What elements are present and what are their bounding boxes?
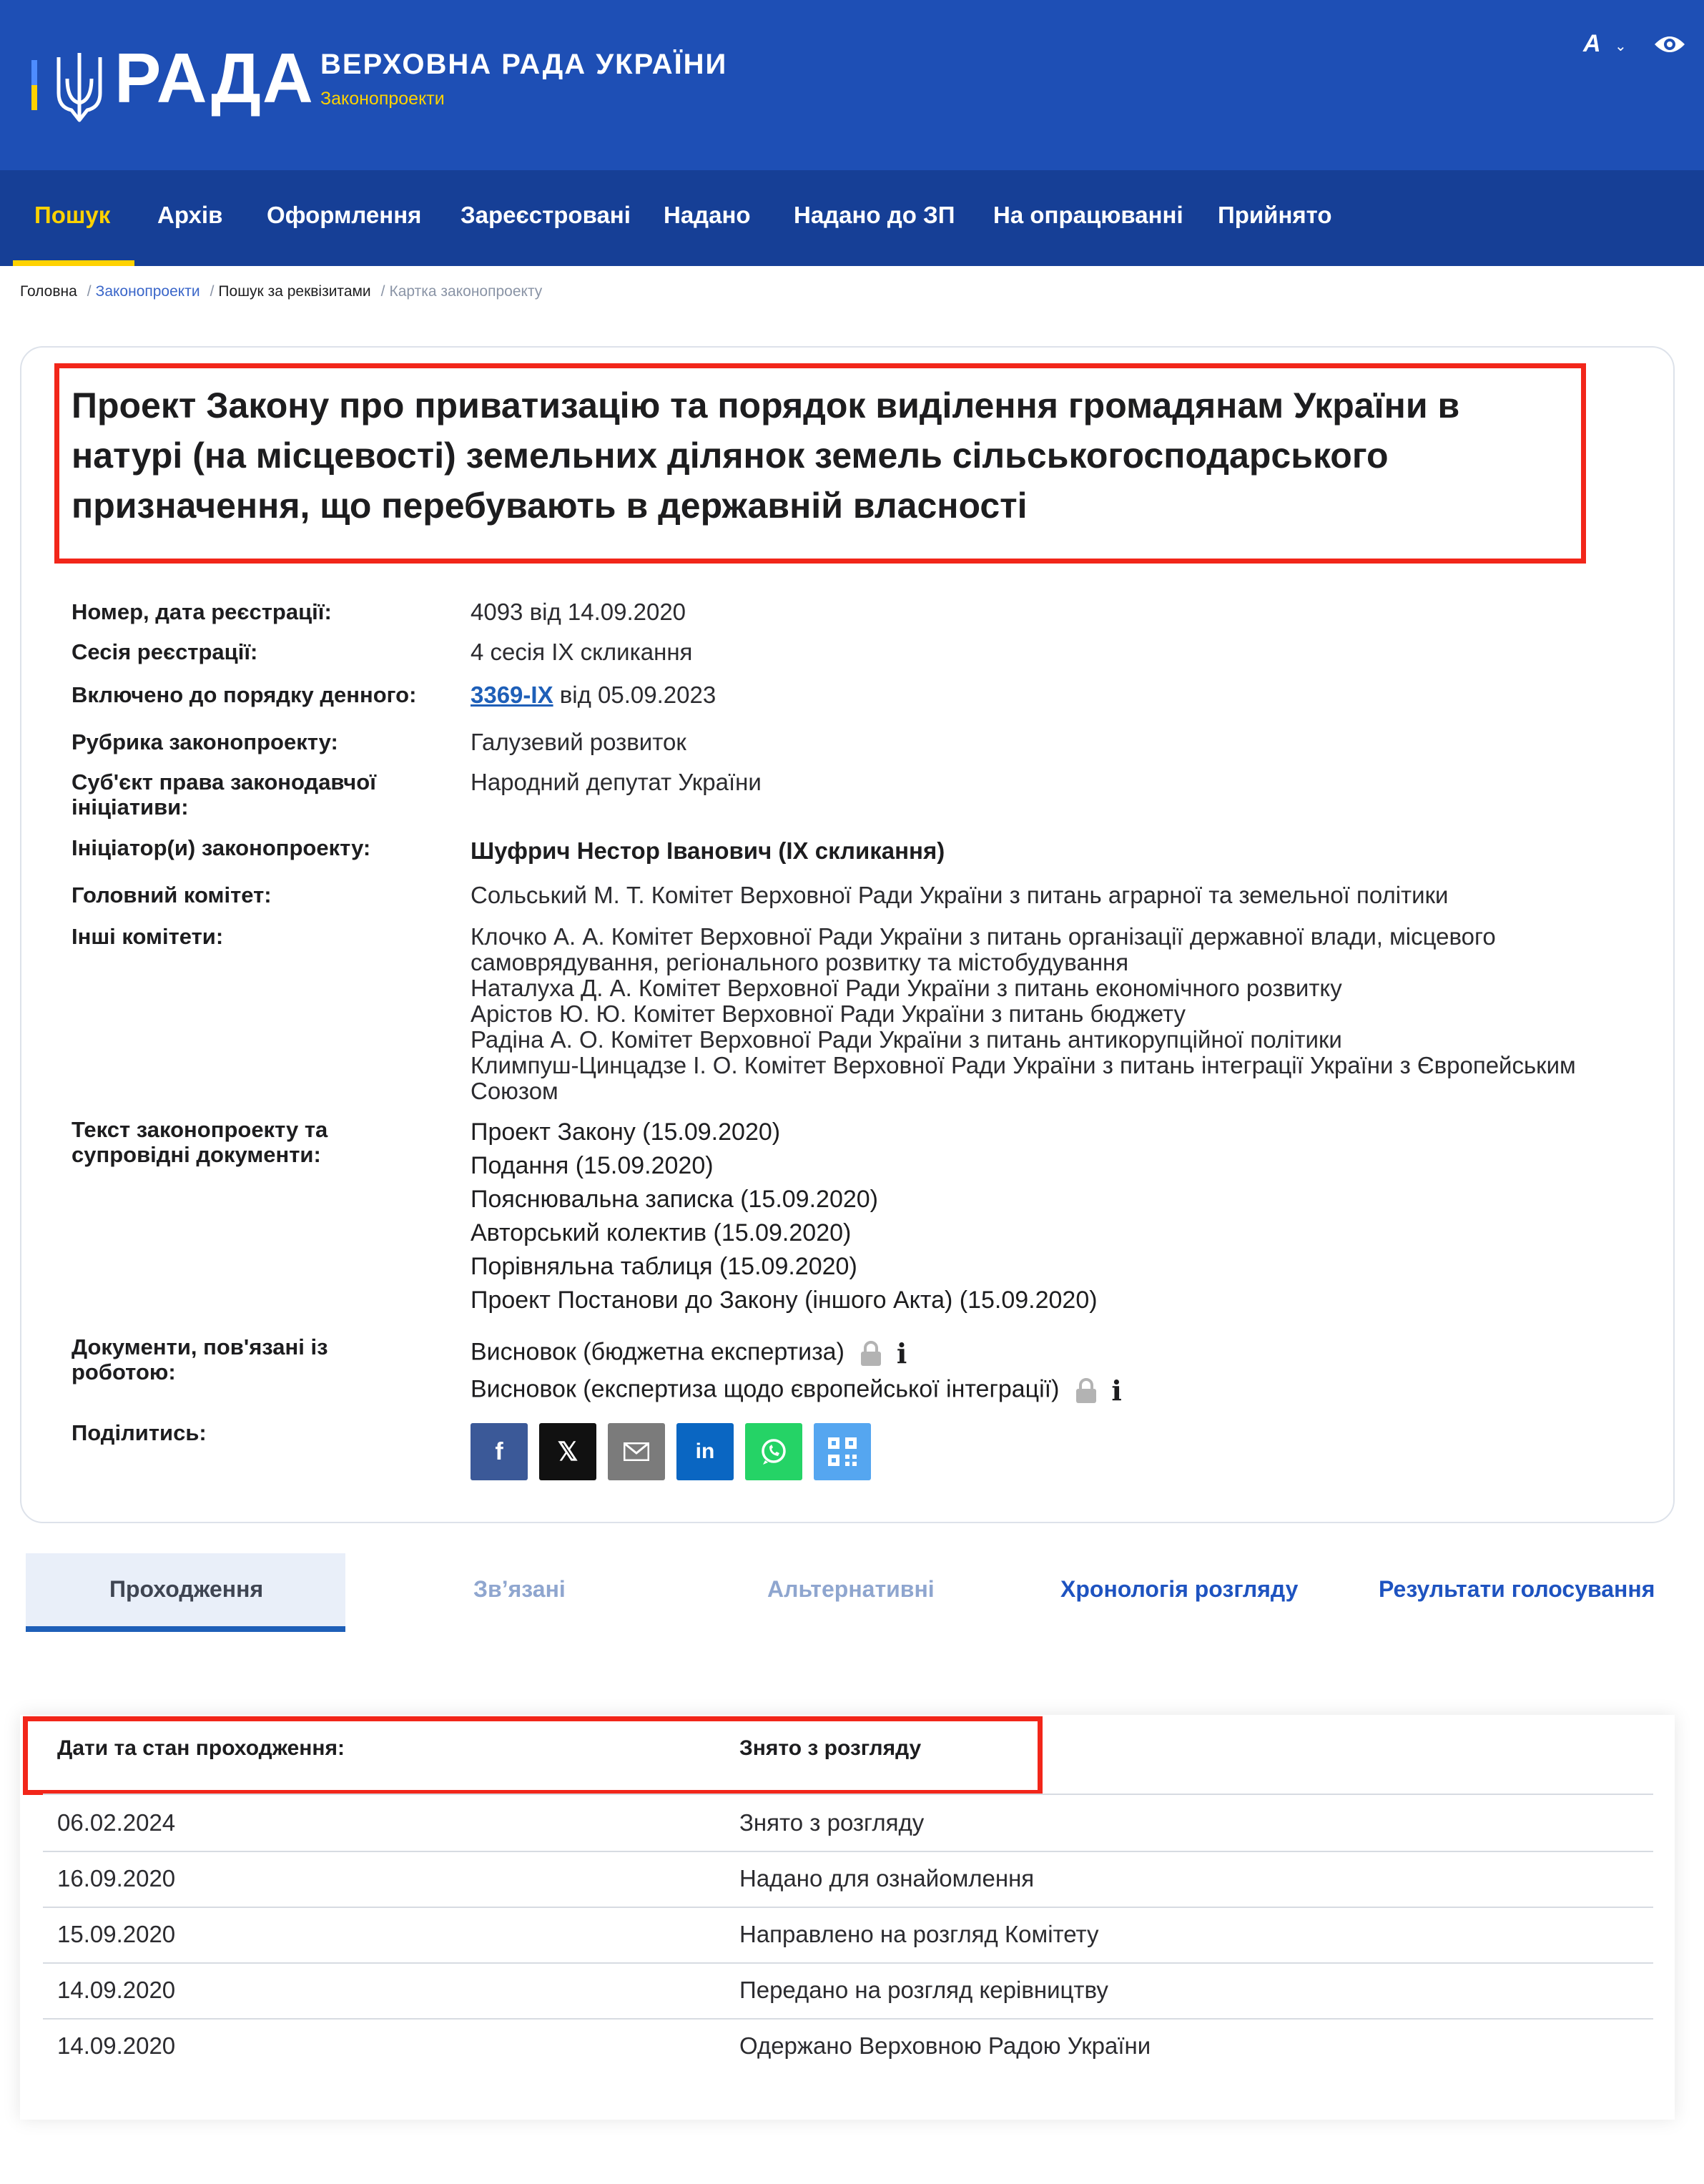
breadcrumb-home[interactable]: Головна bbox=[20, 283, 77, 300]
document-link[interactable]: Порівняльна таблиця (15.09.2020) bbox=[471, 1253, 857, 1280]
nav-item-registered[interactable]: Зареєстровані bbox=[461, 202, 631, 228]
info-icon[interactable]: i bbox=[896, 1337, 907, 1369]
agenda-label: Включено до порядку денного: bbox=[72, 682, 417, 707]
document-link[interactable]: Проект Постанови до Закону (іншого Акта) (15.09.2020) bbox=[471, 1287, 1098, 1314]
agenda-value bbox=[471, 682, 716, 708]
table-divider bbox=[43, 1962, 1653, 1964]
documents-label: Текст законопроекту та супровідні документи: bbox=[72, 1117, 328, 1167]
nav-item-submitted[interactable]: Надано bbox=[664, 202, 751, 228]
other-committees-label: Інші комітети: bbox=[72, 924, 224, 949]
subject-value: Народний депутат України bbox=[471, 769, 762, 795]
rubric-label: Рубрика законопроекту: bbox=[72, 729, 338, 754]
tab-voting-results[interactable]: Результати голосування bbox=[1379, 1576, 1655, 1602]
linkedin-icon: in bbox=[695, 1440, 715, 1463]
nav-item-submitted-zp[interactable]: Надано до ЗП bbox=[794, 202, 955, 228]
nav-item-adopted[interactable]: Прийнято bbox=[1218, 202, 1332, 228]
info-icon[interactable]: i bbox=[1111, 1374, 1122, 1407]
related-doc-row bbox=[471, 1374, 1122, 1407]
email-share-button[interactable] bbox=[608, 1423, 665, 1480]
email-icon bbox=[624, 1442, 649, 1461]
table-divider bbox=[43, 2018, 1653, 2020]
site-name[interactable]: ВЕРХОВНА РАДА УКРАЇНИ bbox=[320, 49, 728, 80]
lock-icon bbox=[1075, 1378, 1098, 1404]
committee-item: Арістов Ю. Ю. Комітет Верховної Ради України з питань бюджету bbox=[471, 1000, 1186, 1027]
qr-share-button[interactable] bbox=[814, 1423, 871, 1480]
linkedin-share-button[interactable] bbox=[676, 1423, 734, 1480]
breadcrumb-separator: / bbox=[380, 283, 385, 300]
session-value: 4 сесія IX скликання bbox=[471, 639, 693, 665]
bill-title: Проект Закону про приватизацію та порядок виділення громадянам України в натурі (на місцевості) земельних ділянок земель сільськогосподарського призначення, що перебувають в державній власності bbox=[72, 385, 1460, 526]
related-doc-link[interactable]: Висновок (бюджетна експертиза) bbox=[471, 1338, 844, 1366]
breadcrumb bbox=[20, 283, 546, 300]
committee-item: Наталуха Д. А. Комітет Верховної Ради України з питань економічного розвитку bbox=[471, 975, 1342, 1001]
status-text: Одержано Верховною Радою України bbox=[739, 2032, 1151, 2059]
initiator-link[interactable]: Шуфрич Нестор Іванович (IX скликання) bbox=[471, 837, 945, 864]
facebook-share-button[interactable] bbox=[471, 1423, 528, 1480]
status-header-label: Дати та стан проходження: bbox=[57, 1736, 345, 1760]
main-nav bbox=[0, 170, 1704, 266]
eye-icon[interactable] bbox=[1653, 33, 1686, 56]
agenda-link[interactable]: 3369-IX bbox=[471, 682, 553, 708]
x-share-button[interactable] bbox=[539, 1423, 596, 1480]
status-header-value: Знято з розгляду bbox=[739, 1736, 922, 1760]
status-text: Передано на розгляд керівництву bbox=[739, 1977, 1108, 2003]
nav-active-indicator bbox=[13, 260, 134, 266]
status-text: Знято з розгляду bbox=[739, 1809, 925, 1836]
related-doc-row bbox=[471, 1337, 907, 1369]
other-committees-list bbox=[471, 924, 1607, 1104]
flag-icon bbox=[31, 60, 37, 110]
status-date: 16.09.2020 bbox=[57, 1865, 176, 1892]
lock-icon bbox=[860, 1341, 882, 1367]
document-link[interactable]: Проект Закону (15.09.2020) bbox=[471, 1118, 781, 1146]
nav-item-in-progress[interactable]: На опрацюванні bbox=[993, 202, 1183, 228]
committee-item: Климпуш-Цинцадзе І. О. Комітет Верховної Ради України з питань інтеграції України з Європейським Союзом bbox=[471, 1052, 1576, 1104]
site-header bbox=[0, 0, 1704, 170]
tab-active-indicator bbox=[26, 1626, 345, 1632]
committee-item: Клочко А. А. Комітет Верховної Ради України з питань організації державної влади, місцевого самоврядування, регіонального розвитку та містобудування bbox=[471, 923, 1496, 975]
x-icon: 𝕏 bbox=[557, 1437, 578, 1466]
status-date: 06.02.2024 bbox=[57, 1809, 176, 1836]
breadcrumb-separator: / bbox=[87, 283, 92, 300]
whatsapp-icon bbox=[759, 1437, 788, 1466]
breadcrumb-current: Картка законопроекту bbox=[389, 283, 543, 300]
main-committee-value: Сольський М. Т. Комітет Верховної Ради України з питань аграрної та земельної політики bbox=[471, 882, 1449, 908]
trident-logo-icon[interactable] bbox=[54, 50, 104, 124]
status-date: 14.09.2020 bbox=[57, 2032, 176, 2059]
breadcrumb-separator: / bbox=[210, 283, 215, 300]
session-label: Сесія реєстрації: bbox=[72, 639, 258, 664]
main-committee-label: Головний комітет: bbox=[72, 882, 272, 907]
share-label: Поділитись: bbox=[72, 1420, 207, 1445]
subject-label: Суб'єкт права законодавчої ініціативи: bbox=[72, 769, 376, 820]
table-divider bbox=[43, 1907, 1653, 1908]
nav-item-search[interactable]: Пошук bbox=[34, 202, 111, 228]
font-size-control[interactable]: A bbox=[1583, 30, 1601, 57]
facebook-icon: f bbox=[495, 1437, 503, 1465]
status-date: 15.09.2020 bbox=[57, 1921, 176, 1947]
breadcrumb-bills[interactable]: Законопроекти bbox=[95, 283, 200, 300]
breadcrumb-search[interactable]: Пошук за реквізитами bbox=[218, 283, 371, 300]
tab-related[interactable]: Зв’язані bbox=[473, 1576, 566, 1602]
reg-number-label: Номер, дата реєстрації: bbox=[72, 599, 332, 624]
tab-chronology[interactable]: Хронологія розгляду bbox=[1060, 1576, 1299, 1602]
status-date: 14.09.2020 bbox=[57, 1977, 176, 2003]
rubric-value: Галузевий розвиток bbox=[471, 729, 686, 755]
related-doc-link[interactable]: Висновок (експертиза щодо європейської інтеграції) bbox=[471, 1375, 1060, 1403]
nav-item-drafting[interactable]: Оформлення bbox=[267, 202, 422, 228]
reg-number-value: 4093 від 14.09.2020 bbox=[471, 599, 686, 625]
document-link[interactable]: Пояснювальна записка (15.09.2020) bbox=[471, 1186, 878, 1213]
chevron-down-icon[interactable]: ⌄ bbox=[1615, 39, 1627, 54]
related-docs-label: Документи, пов'язані із роботою: bbox=[72, 1334, 328, 1384]
table-divider bbox=[43, 1851, 1653, 1852]
initiators-label: Ініціатор(и) законопроекту: bbox=[72, 835, 371, 860]
logo-word[interactable]: РАДА bbox=[114, 39, 315, 117]
document-link[interactable]: Авторський колектив (15.09.2020) bbox=[471, 1219, 852, 1246]
status-text: Надано для ознайомлення bbox=[739, 1865, 1035, 1892]
committee-item: Радіна А. О. Комітет Верховної Ради України з питань антикорупційної політики bbox=[471, 1026, 1342, 1053]
agenda-date: від 05.09.2023 bbox=[553, 682, 716, 708]
tab-alternative[interactable]: Альтернативні bbox=[767, 1576, 935, 1602]
table-divider bbox=[43, 1794, 1653, 1795]
whatsapp-share-button[interactable] bbox=[745, 1423, 802, 1480]
tab-progress[interactable]: Проходження bbox=[109, 1576, 264, 1602]
qr-code-icon bbox=[827, 1436, 858, 1467]
status-text: Направлено на розгляд Комітету bbox=[739, 1921, 1099, 1947]
document-link[interactable]: Подання (15.09.2020) bbox=[471, 1152, 714, 1179]
nav-item-archive[interactable]: Архів bbox=[157, 202, 223, 228]
site-section[interactable]: Законопроекти bbox=[320, 89, 445, 109]
